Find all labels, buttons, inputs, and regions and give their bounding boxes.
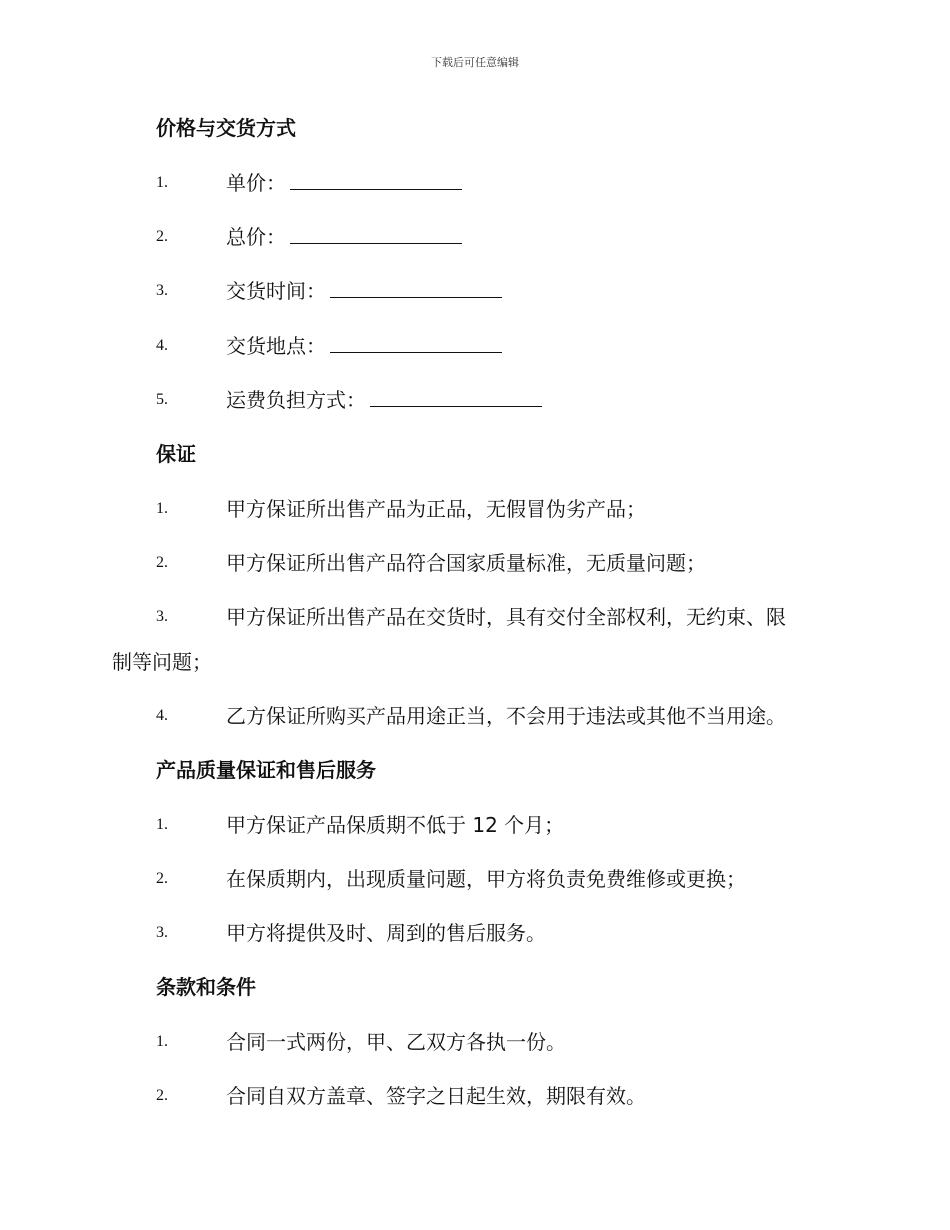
item-number: 2. — [156, 554, 168, 571]
item-number: 1. — [156, 816, 168, 833]
section-title-guarantee: 保证 — [156, 442, 196, 466]
item-text: 合同一式两份，甲、乙双方各执一份。 — [226, 1030, 566, 1054]
list-item — [156, 168, 462, 198]
list-item — [156, 385, 542, 415]
item-number: 3. — [156, 924, 168, 941]
list-item — [156, 864, 746, 894]
item-text: 合同自双方盖章、签字之日起生效，期限有效。 — [226, 1084, 646, 1108]
item-number: 2. — [156, 1087, 168, 1104]
item-number: 2. — [156, 228, 168, 245]
list-item — [156, 548, 706, 578]
page-header-note: 下载后可任意编辑 — [431, 56, 519, 69]
item-number: 4. — [156, 337, 168, 354]
list-item — [156, 331, 502, 361]
list-item — [156, 918, 546, 948]
item-number: 3. — [156, 282, 168, 299]
fill-in-blank[interactable] — [370, 388, 542, 407]
item-number: 4. — [156, 707, 168, 724]
item-text: 甲方保证所出售产品符合国家质量标准，无质量问题； — [226, 551, 706, 575]
fill-in-blank[interactable] — [290, 171, 462, 190]
item-text: 总价： — [226, 222, 462, 252]
item-number: 5. — [156, 391, 168, 408]
item-text: 运费负担方式： — [226, 385, 542, 415]
list-item — [156, 602, 786, 632]
section-title-quality-service: 产品质量保证和售后服务 — [156, 758, 376, 782]
list-item — [156, 1027, 566, 1057]
item-text-continuation: 制等问题； — [112, 650, 212, 674]
list-item — [156, 701, 786, 731]
item-text: 甲方保证所出售产品为正品，无假冒伪劣产品； — [226, 497, 646, 521]
item-text: 乙方保证所购买产品用途正当，不会用于违法或其他不当用途。 — [226, 704, 786, 728]
item-number: 1. — [156, 500, 168, 517]
item-text: 交货时间： — [226, 276, 502, 306]
item-text: 甲方保证所出售产品在交货时，具有交付全部权利，无约束、限 — [226, 605, 786, 629]
item-text: 在保质期内，出现质量问题，甲方将负责免费维修或更换； — [226, 867, 746, 891]
list-item — [156, 222, 462, 252]
list-item — [156, 810, 564, 840]
item-text: 甲方保证产品保质期不低于 12 个月； — [226, 813, 565, 837]
item-text: 单价： — [226, 168, 462, 198]
fill-in-blank[interactable] — [330, 334, 502, 353]
list-item — [156, 494, 646, 524]
item-text: 交货地点： — [226, 331, 502, 361]
section-title-terms: 条款和条件 — [156, 975, 256, 999]
item-number: 3. — [156, 608, 168, 625]
item-text: 甲方将提供及时、周到的售后服务。 — [226, 921, 546, 945]
fill-in-blank[interactable] — [330, 279, 502, 298]
section-title-price-delivery: 价格与交货方式 — [156, 116, 296, 140]
item-number: 1. — [156, 1033, 168, 1050]
fill-in-blank[interactable] — [290, 225, 462, 244]
item-number: 1. — [156, 174, 168, 191]
item-number: 2. — [156, 870, 168, 887]
list-item — [156, 1081, 646, 1111]
list-item — [156, 276, 502, 306]
